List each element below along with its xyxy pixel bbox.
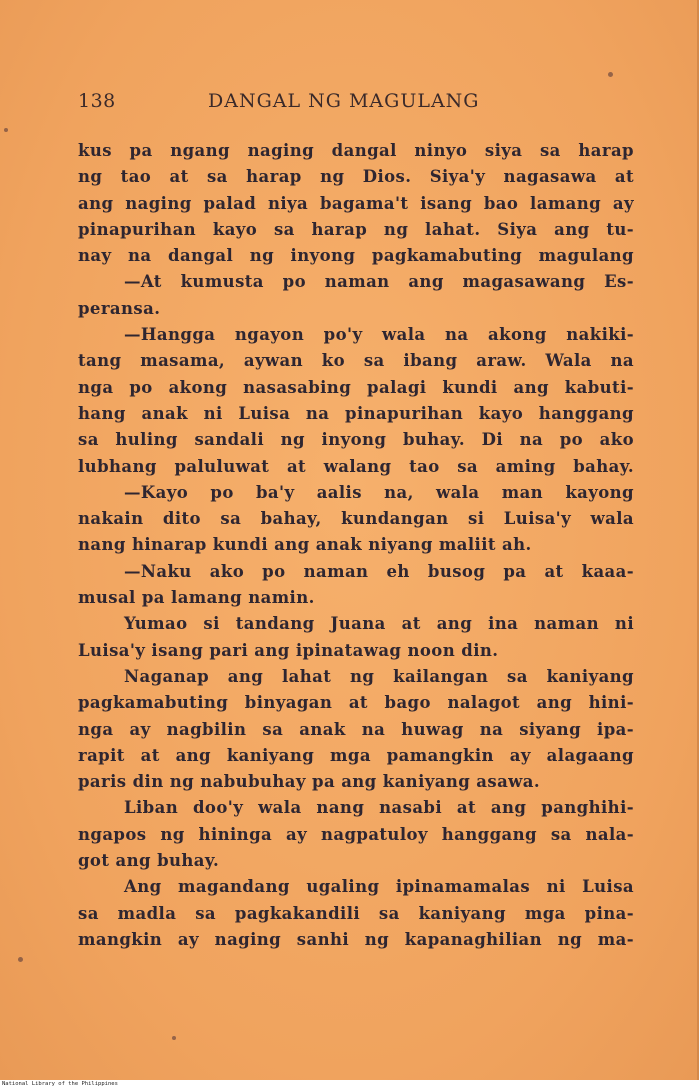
paper-speck: [18, 957, 23, 962]
text-line: ngapos ng hininga ay nagpatuloy hanggang sa nala-: [78, 824, 634, 844]
text-line: nay na dangal ng inyong pagkamabuting magulang: [78, 246, 634, 266]
text-line: kus pa ngang naging dangal ninyo siya sa harap: [78, 141, 634, 160]
text-line: got ang buhay.: [78, 851, 220, 871]
text-line: pinapurihan kayo sa harap ng lahat. Siya ang tu-: [78, 219, 634, 239]
text-line: —Kayo po ba'y aalis na, wala man kayong: [124, 482, 634, 502]
text-line: musal pa lamang namin.: [78, 588, 315, 608]
text-line: nakain dito sa bahay, kundangan si Luisa'y wala: [78, 509, 634, 529]
text-line: mangkin ay naging sanhi ng kapanaghilian ng ma-: [78, 929, 634, 949]
running-title: DANGAL NG MAGULANG: [208, 90, 480, 112]
library-credit: National Library of the Philippines: [2, 1081, 118, 1087]
text-line: sa huling sandali ng inyong buhay. Di na po ako: [78, 430, 634, 450]
text-line: ng tao at sa harap ng Dios. Siya'y nagasawa at: [78, 167, 634, 187]
text-line: paris din ng nabubuhay pa ang kaniyang asawa.: [78, 772, 541, 792]
text-line: nga ay nagbilin sa anak na huwag na siyang ipa-: [78, 719, 634, 739]
page-header: [78, 90, 638, 118]
text-line: Naganap ang lahat ng kailangan sa kaniyang: [124, 666, 634, 686]
text-line: Luisa'y isang pari ang ipinatawag noon din.: [78, 640, 499, 660]
text-line: —At kumusta po naman ang magasawang Es-: [124, 272, 634, 292]
text-line: sa madla sa pagkakandili sa kaniyang mga pina-: [78, 903, 634, 923]
text-line: rapit at ang kaniyang mga pamangkin ay alagaang: [78, 745, 634, 765]
text-line: hang anak ni Luisa na pinapurihan kayo hanggang: [78, 403, 634, 423]
text-line: ang naging palad niya bagama't isang bao lamang ay: [78, 193, 634, 213]
text-line: Liban doo'y wala nang nasabi at ang panghihi-: [124, 798, 634, 818]
text-line: nang hinarap kundi ang anak niyang maliit ah.: [78, 535, 532, 555]
paper-speck: [608, 72, 613, 77]
text-line: pagkamabuting binyagan at bago nalagot ang hini-: [78, 693, 634, 713]
text-line: lubhang paluluwat at walang tao sa aming bahay.: [78, 456, 634, 476]
text-line: Yumao si tandang Juana at ang ina naman ni: [124, 614, 634, 634]
paper-speck: [172, 1036, 176, 1040]
text-line: Ang magandang ugaling ipinamamalas ni Luisa: [124, 877, 634, 897]
text-line: —Naku ako po naman eh busog pa at kaaa-: [124, 561, 634, 581]
text-line: tang masama, aywan ko sa ibang araw. Wala na: [78, 351, 634, 371]
paper-speck: [4, 128, 8, 132]
text-line: —Hangga ngayon po'y wala na akong nakiki-: [124, 325, 634, 345]
page-number: 138: [78, 90, 116, 112]
text-line: nga po akong nasasabing palagi kundi ang kabuti-: [78, 377, 634, 397]
body-text: [78, 138, 634, 953]
text-line: peransa.: [78, 298, 161, 318]
